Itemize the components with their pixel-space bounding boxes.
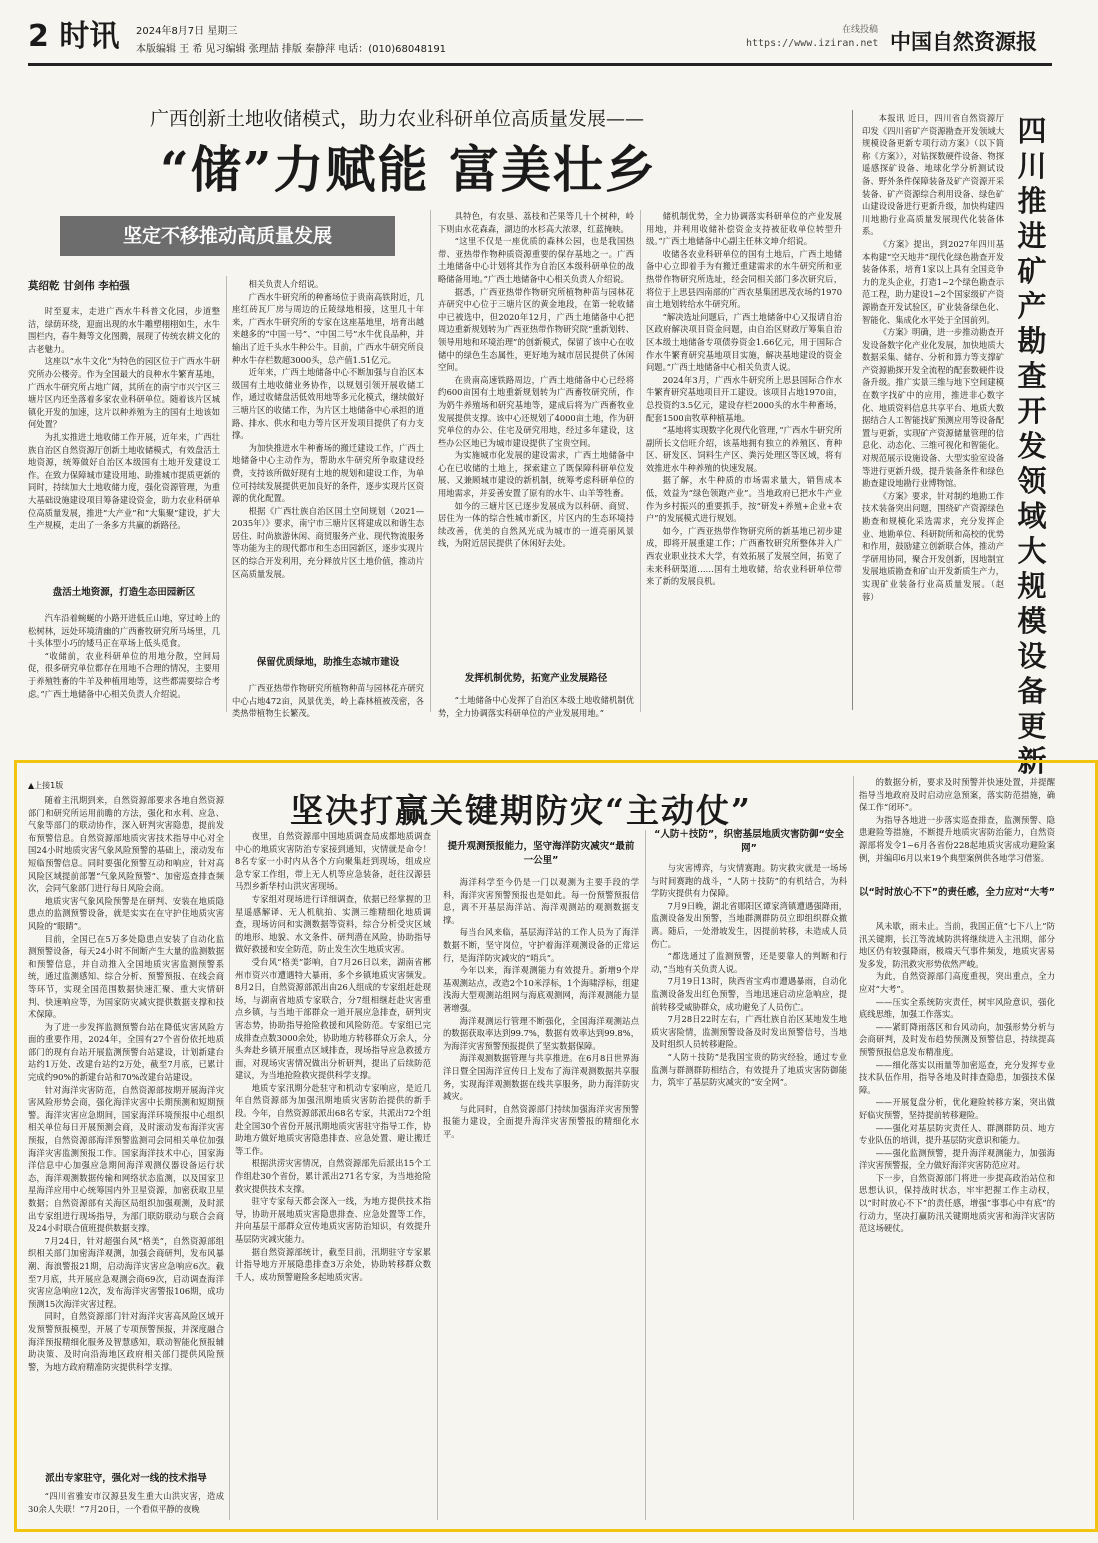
online-submission-label: 在线投稿: [841, 25, 878, 35]
story-column-1: 时至夏末，走进广西水牛科普文化园，步道整洁，绿荫环绕，迎面出现的水牛雕塑栩栩如生，水牛围栏内，春牛舞等文化图腾，展现了传统农耕文化的古老魅力。 这座以“水牛文化”为特色的园区位于广西水牛研究所办公楼旁。作为全国最大的良种水牛繁育基地，广西水牛研究所占地广阔，其所在的南宁市兴宁区三塘片区内还坐落着多家农业科研单位。随着该片区城镇化开发的加速，这片以种养殖为主的国有土地该如何处置？ 为扎实推进土地收储工作开展，近年来，广西壮族自治区自然资源厅创新土地收储模式，有效盘活土地资源，统筹做好自治区本级国有土地开发建设工作。在致力保障城市建设用地、助推城市提质更新的同时，持续加大土地收储力度，强化资源管理，为重大基础设施建设项目筹备建设资金，助力农业科研单位高质量发展，推进“大产业”和“大集聚”建设，扩大生产规模，走出了一条多方共赢的新路径。: [28, 306, 220, 531]
header-divider: [28, 63, 1052, 66]
story-headline: “储”力赋能 富美壮乡: [160, 140, 657, 199]
newspaper-masthead: 中国自然资源报: [890, 29, 1037, 54]
article-column-5b: 风未歇，雨未止。当前，我国正值“七下八上”防汛关键期，长江等流域防洪将继续进入主汛期，部分地区仍有较强降雨，极端天气事件频发，地质灾害易发多发，防汛救灾形势依然严峻。 为此，自然资源部门高度重视，突出重点，全力应对“大考”。 ——压实全系统防灾责任，树牢风险意识，强化底线思维，加强工作落实。 ——紧盯降雨落区和台风动向，加强形势分析与会商研判，及时发布趋势预测及预警信息，持续提高预警预报信息发布精准度。 ——细化落实以雨量等加密巡查，充分发挥专业技术队伍作用，指导各地及时排查隐患，加强技术保障。 ——开展复盘分析，优化避险转移方案，突出做好临灾预警，坚持提前转移避险。 ——强化对基层防灾责任人、群测群防员、地方专业队伍的培训，提升基层防灾意识和能力。 ——强化监测预警，提升海洋观测能力，加强海洋灾害预警报，全力做好海洋灾害防范应对。 下一步，自然资源部门将进一步提高政治站位和思想认识，保持战时状态，牢牢把握工作主动权，以“时时放心不下”的责任感，增强“事事心中有底”的行动力，坚决打赢防汛关键期地质灾害和海洋灾害防范这场硬仗。: [859, 921, 1055, 1234]
story-column-2: 相关负责人介绍说。 广西水牛研究所的种畜场位于贵南高铁附近，几座红砖瓦厂房与周边的丘陵绿地相接，这里几十年来，广西水牛研究所的专家在这座基地里，培育出越来越多的“中国一号”、“中国二号”水牛优良品种，并输出了近千头水牛种公牛。目前，广西水牛研究所良种水牛存栏数超3000头，总产值1.51亿元。 近年来，广西土地储备中心不断加强与自治区本级国有土地收储业务协作，以规划引领开展收储工作，通过收储盘活低效用地等多元化模式，继续做好三塘片区的收储工作，为片区土地储备中心承担的道路、排水、供水和电力等片区开发项目提供了有力支撑。 为加快推进水牛种畜场的搬迁建设工作，广西土地储备中心主动作为，帮助水牛研究所争取建设经费，支持该所做好现有土地的规划和建设工作，为单位可持续发展提供更加良好的条件，逐步实现片区资源的优化配置。 根据《广西壮族自治区国土空间规划（2021—2035年）》要求，南宁市三塘片区将建成以和谐生态居住、时尚旅游休闲、商贸服务产业、现代物流服务等功能为主的现代都市和生态田园新区，逐步实现片区的综合开发利用，充分释放片区土地价值，推动片区高质量发展。: [232, 279, 424, 579]
section-banner: 坚定不移推动高质量发展: [60, 216, 395, 256]
article-headline: 坚决打赢关键期防灾“主动仗”: [290, 791, 752, 830]
story-column-3b: “土地储备中心发挥了自治区本级土地收储机制优势，全力协调落实科研单位的产业发展用地。”: [438, 695, 634, 718]
story-column-3: 具特色，有农垦、荔枝和芒果等几十个树种，岭下则由水花森森，湖边的水杉高大浓翠，红蓝掩映。 “这里不仅是一座优质的森林公园，也是我国热带、亚热带作物种质资源重要的保存基地之一。广西土地储备中心计划将其作为自治区本级科研单位的战略储备用地。”广西土地储备中心相关负责人介绍说。 据悉，广西亚热带作物研究所植物种苗与园林花卉研究中心位于三塘片区的黄金地段，在第一轮收储中已被选中，但2020年12月，广西土地储备中心把周边重新规划转为广西亚热带作物研究院“重新划转、领导用地和环境治理”的创新模式，保留了该中心在收储中的绿色生态属性，更好地为城市居民提供了休闲空间。 在贵南高速铁路周边，广西土地储备中心已经将约600亩国有土地重新规划转为广西畜牧研究所，作为奶牛养殖场和研究基地等，建成后将为广西畜牧业发展提供支撑。该中心还规划了4000亩土地，作为研究单位的办公、住宅及研究用地，经过多年建设，这些办公区地已为城市建设提供了宝贵空间。 为实施城市化发展的建设需求，广西土地储备中心在已收储的土地上，探索建立了既保障科研单位发展、又兼顾城市建设的新机制，统筹考虑科研单位的用地需求，并妥善安置了原有的水牛、山羊等牲畜。 如今的三塘片区已逐步发展成为以科研、商贸、居住为一体的综合性城市新区，片区内的生态环境持续改善，优美的自然风光成为城市的一道亮丽风景线，为附近居民提供了休闲好去处。: [438, 211, 634, 549]
continuation-note: ▲上接1版: [28, 781, 64, 790]
story-subhead-3: 发挥机制优势，拓宽产业发展路径: [464, 673, 608, 684]
article-subhead-4: 以“时时放心不下”的责任感，全力应对“大考”: [859, 887, 1055, 898]
issue-date: 2024年8月7日 星期三: [136, 26, 238, 37]
article-column-2: 夜里，自然资源部中国地质调查局成都地质调查中心的地质灾害防治专家接到通知，灾情就是命令！8名专家一小时内从各个方向聚集赶到现场，组成应急专家工作组，带上无人机等应急装备，赶往汉源县马烈乡新华村山洪灾害现场。 专家组对现场进行详细调查，依据已经掌握的卫星遥感解译、无人机航拍、实测三维精细化地质调查，现场访问和实测数据等资料，综合分析受灾区域的地形、地貌、水文条件、研判潜在风险，协助指导做好救援和安全防范，防止发生次生地质灾害。 受台风“格美”影响，自7月26日以来，湖南省郴州市资兴市遭遇特大暴雨，多个乡镇地质灾害频发。8月2日，自然资源部派出由26人组成的专家组赶赴现场，与湖南省地质专家联合，分7组相继赶赴灾害重点乡镇，与当地干部群众一道开展应急排查，研判灾害态势，协助指导抢险救援和风险防范。专家组已完成排查点数3000余处，协助地方转移群众万余人，分头奔赴乡镇开展重点区域排查，现场指导应急救援方面，对现场灾害情况做出分析研判，提出了后续防范建议，为当地抢险救灾提供科学支撑。 地质专家汛期分赴驻守和机动专家响应，是近几年自然资源部为加强汛期地质灾害防治提供的新手段。今年，自然资源部派出68名专家，共派出72个组赴全国30个省份开展汛期地质灾害驻守指导工作，协助地方做好地质灾害隐患排查、应急处置、避让搬迁等工作。 根据洪涝灾害情况，自然资源部先后派出15个工作组赴30个省份，累计派出271名专家，为当地抢险救灾提供技术支撑。 驻守专家每天都会深入一线，为地方提供技术指导，协助开展地质灾害隐患排查、应急处置等工作，并向基层干部群众宣传地质灾害防治知识，有效提升基层防灾减灾能力。 据自然资源部统计，截至目前，汛期驻守专家累计指导地方开展隐患排查3万余处，协助转移群众数千人，成功预警避险多起地质灾害。: [235, 831, 431, 1282]
column-rule: [229, 830, 230, 1520]
column-rule: [430, 210, 431, 712]
article-column-5: 的数据分析，要求及时预警并快速处置，并提醒指导当地政府及时启动应急预案，落实防范措施，确保工作“闭环”。 为指导各地进一步落实巡查排查，监测预警、隐患避险等措施，不断提升地质灾害防治能力，自然资源部将发令1~6月各省份228起地质灾害成功避险案例，并编印6月以来19个典型案例供各地学习借鉴。: [859, 777, 1055, 863]
article-column-1: 随着主汛期到来，自然资源部要求各地自然资源部门和研究所运用前瞻的方法，强化和水利、应急、气象等部门的联动协作，深入研判灾害隐患，提前发布预警信息。自然资源部地质灾害技术指导中心对全国24小时地质灾害气象风险预警的基础上，滚动发布短临预警信息。同时要强化预警互动和响应，针对高风险区域提前部署“气象风险预警”、加密巡查排查频次，会同气象部门进行每日风险会商。 地质灾害气象风险预警是在研判、安装在地质隐患点的监测预警设备，就是实实在在守护住地质灾害风险的“眼睛”。 目前，全国已在5万多处隐患点安装了自动化监测预警设备，每天24小时不间断产生大量的监测数据和预警信息，并自动推入全国地质灾害监测预警系统，通过监测感知、综合分析、预警预报、在线会商等环节，实现全国范围数据快速汇聚、重大灾情研判、快速响应等，为国家防灾减灾提供数据支撑和技术保障。 为了进一步发挥监测预警台站在降低灾害风险方面的重要作用，2024年，全国有27个省份依托地质部门的现有台站开展监测预警台站建设，计划新建台站约1万处、改建台站约2万处，截至7月底，已累计完成约90%的新建台站和70%改建台站建设。 针对海洋灾害防范，自然资源部按期开展海洋灾害风险形势会商，强化海洋灾害中长期预测和短期预警。海洋灾害应急期间，国家海洋环境预报中心组织相关单位每日开展预测会商，及时滚动发布海洋灾害预报，自然资源部海洋预警监测司会同相关单位加强海洋灾害监测预报工作。国家海洋技术中心，国家海洋信息中心加强应急期间海洋观测仪器设备运行状态，海洋观测数据传输和网络状态监测，以及国家卫星海洋应用中心统筹国内外卫星资源，加密获取卫星数据；自然资源部有关海区局组织加强观测，及时派出专家组进行现场指导，为部门联防联动与联合会商及24小时联合值班提供数据支撑。 7月24日，针对超强台风“格美”，自然资源部组织相关部门加密海洋观测，加强会商研判，发布风暴潮、海浪警报21期，启动海洋灾害应急响应6次。截至7月底，共开展应急观测会商69次，启动调查海洋灾害应急响应12次，发布海洋灾害警报106期，成功预测15次海洋灾害过程。 同时，自然资源部门针对海洋灾害高风险区域开发预警预报模型，开展了专项预警预报，并深度融合海洋预报精细化服务及智慧感知，联动智能化预报辅助决策、及时向沿海地区政府相关部门提供风险预警，为地方政府精准防灾提供科学支撑。: [28, 795, 224, 1372]
page-section-label: 2 时讯: [28, 19, 120, 54]
sidebar-headline: 四川推进矿产勘查开发领域大规模设备更新: [1017, 114, 1047, 778]
story-column-4: 储机制优势，全力协调落实科研单位的产业发展用地，并利用收储补偿资金支持被征收单位转型升级。”广西土地储备中心副主任林文坤介绍说。 收储各农业科研单位的国有土地后，广西土地储备中心立即着手为有搬迁重建需求的水牛研究所和亚热带作物研究所选址，经会同相关部门多次研究后，将位于上思县四南部的广西农垦集团思茂农场约1970亩土地划转给水牛研究所。 “解决选址问题后，广西土地储备中心又报请自治区政府解决项目资金问题，由自治区财政厅筹集自治区本级土地储备专项债券资金1.66亿元，用于国际合作水牛繁育研究基地项目实施，解决基地建设的资金问题。”广西土地储备中心相关负责人说。 2024年3月，广西水牛研究所上思县国际合作水牛繁育研究基地项目开工建设。该项目占地1970亩，总投资约3.5亿元，建设存栏2000头的水牛种畜场，配套1500亩牧草种植基地。 “基地将实现数字化现代化管理，”广西水牛研究所副所长文信旺介绍，该基地拥有独立的养殖区、育种区、研发区、饲料生产区、粪污处理区等区域，将有效推进水牛种养殖的快速发展。 据了解，水牛种质的市场需求量大，销售成本低，效益为“绿色领跑产业”。当地政府已把水牛产业作为乡村振兴的重要抓手，按“研发+养殖+企业+农户”的发展模式进行规划。 如今，广西亚热带作物研究所的新基地已初步建成，即将开展重建工作；广西畜牧研究所整体并入广西农业职业技术大学，有效拓展了发展空间，拓宽了未来科研渠道……国有土地收储，给农业科研单位带来了新的发展良机。: [646, 211, 842, 587]
article-column-1b: “四川省雅安市汉源县发生重大山洪灾害，造成30余人失联！”7月20日，一个看似平静的夜晚: [28, 1491, 224, 1514]
story-subhead-2: 保留优质绿地，助推生态城市建设: [256, 657, 400, 668]
page-header: [28, 18, 1052, 70]
website-link[interactable]: https://www.iziran.net: [746, 38, 879, 49]
article-column-4: 与灾害博弈，与灾情赛跑。防灾救灾就是一场场与时间赛跑的战斗，“人防＋技防”的有机结合，为科学防灾提供有力保障。 7月9日晚，湖北省郧阳区谭家湾镇遭遇强降雨，监测设备发出预警，当地群测群防员立即组织群众撤离。随后，一处滑坡发生，因提前转移，未造成人员伤亡。 “都选通过了监测预警，还是要靠人的判断和行动，”当地有关负责人说。 7月19日13时，陕西省宝鸡市遭遇暴雨，自动化监测设备发出红色预警，当地迅速启动应急响应，提前转移受威胁群众，成功避免了人员伤亡。 7月28日22时左右，广西壮族自治区某地发生地质灾害险情，监测预警设备及时发出预警信号，当地及时组织人员转移避险。 “人防＋技防”是我国宝贵的防灾经验，通过专业监测与群测群防相结合，有效提升了地质灾害防御能力，筑牢了基层防灾减灾的“安全网”。: [651, 863, 847, 1088]
staff-line: 本版编辑 王 希 见习编辑 张理喆 排版 秦静萍 电话：(010)68048191: [136, 44, 447, 55]
column-rule: [437, 830, 438, 1520]
column-rule: [640, 210, 641, 712]
column-rule: [645, 830, 646, 1520]
article-subhead-1: 派出专家驻守，强化对一线的技术指导: [45, 1473, 207, 1484]
story-column-2b: 广西亚热带作物研究所植物种苗与园林花卉研究中心占地472亩，风景优美，岭上森林植被茂密，各类热带植物生长繁茂。: [232, 683, 424, 719]
column-rule: [853, 776, 854, 1520]
story-column-1b: 汽车沿着蜿蜒的小路开进低丘山地，穿过岭上的松树林，远处环境清幽的广西畜牧研究所马场里，几十头体型小巧的矮马正在草场上低头觅食。 “收储前，农业科研单位的用地分散，空间局促，很多研究单位都存在用地不合理的情况，主要用于养殖牲畜的牛羊及种植用地等，这些都需要综合考虑。”广西土地储备中心相关负责人介绍说。: [28, 613, 220, 699]
article-column-3: 海洋科学至今仍是一门以观测为主要手段的学科，海洋灾害预警预报也是如此。每一份预警预报信息，离不开基层海洋站、海洋观测站的观测数据支撑。 每当台风来临，基层海洋站的工作人员为了海洋数据不断，坚守岗位，守护着海洋观测设备的正常运行，是海洋防灾减灾的“哨兵”。 今年以来，海洋观测能力有效提升。新增9个岸基观测站点，改造2个10米浮标，1个海啸浮标，组建浅海大型观测站组网与海底观测网，海洋观测能力显著增强。 海洋观测运行管理不断强化，全国海洋观测站点的数据获取率达到99.7%，数据有效率达到99.8%，为海洋灾害预警预报提供了坚实数据保障。 海洋观测数据管理与共享推进。在6月8日世界海洋日暨全国海洋宣传日上发布了海洋观测数据共享服务，实现海洋观测数据在线共享服务，助力海洋防灾减灾。 与此同时，自然资源部门持续加强海洋灾害预警报能力建设，全面提升海洋灾害预警报的精细化水平。: [443, 877, 639, 1139]
sidebar-article-body: 本报讯 近日，四川省自然资源厅印发《四川省矿产资源勘查开发领域大规模设备更新专项行动方案》（以下简称《方案》），对钻探数硬件设备、物探遥感探矿设备、地球化学分析测试设备、野外条件保障装备及矿产资源开采装备、矿产资源综合利用设备、绿色矿山建设设备进行更新升级，加快构建四川地勘行业高质量发展现代化装备体系。 《方案》提出，到2027年四川基本构建“空天地井”现代化绿色勘查开发装备体系，培育1家以上具有全国竞争力的龙头企业，打造1~2个绿色勘查示范工程，助力建设1~2个国家级矿产资源勘查开发试验区，矿业装备绿色化、智能化、集成化水平处于全国前列。 《方案》明确，进一步推动勘查开发设备数字化产业化发展，加快地质大数据采集、储存、分析和算力等支撑矿产资源勘探开发全流程的配套数硬件设备升级。推广实景三维与地下空间建模在数字找矿中的应用，推进非心数字化、地质资料信息共享平台、地质大数据结合人工智能找矿预测应用等设备配置与更新，实现矿产资源储量管理的信息化、动态化、三维可视化和智能化。对规范展示设施设备、大型实验室设备等进行更新升级，提升装备条件和绿色勘查建设地勘行业博物馆。 《方案》要求，针对制约地勘工作技术装备突出问题，围绕矿产资源绿色勘查和规模化采选需求，充分发挥企业、地勘单位、科研院所和高校的优势和作用，鼓励建立创新联合体，推动产学研用协同，聚合开发创新，因地制宜发展地质勘查和矿山开发新质生产力，实现矿业装备行业高质量发展。（赵 蓉）: [862, 113, 1004, 602]
sidebar-rule: [852, 110, 853, 710]
column-rule: [226, 276, 227, 712]
story-kicker: 广西创新土地收储模式，助力农业科研单位高质量发展——: [150, 108, 645, 130]
article-subhead-3: “人防＋技防”，织密基层地质灾害防御“安全网”: [654, 829, 844, 854]
story-byline: 莫绍乾 甘剑伟 李柏强: [28, 280, 130, 292]
article-subhead-2: 提升观测预报能力，坚守海洋防灾减灾“最前一公里”: [447, 841, 635, 866]
story-subhead-1: 盘活土地资源，打造生态田园新区: [52, 587, 196, 598]
